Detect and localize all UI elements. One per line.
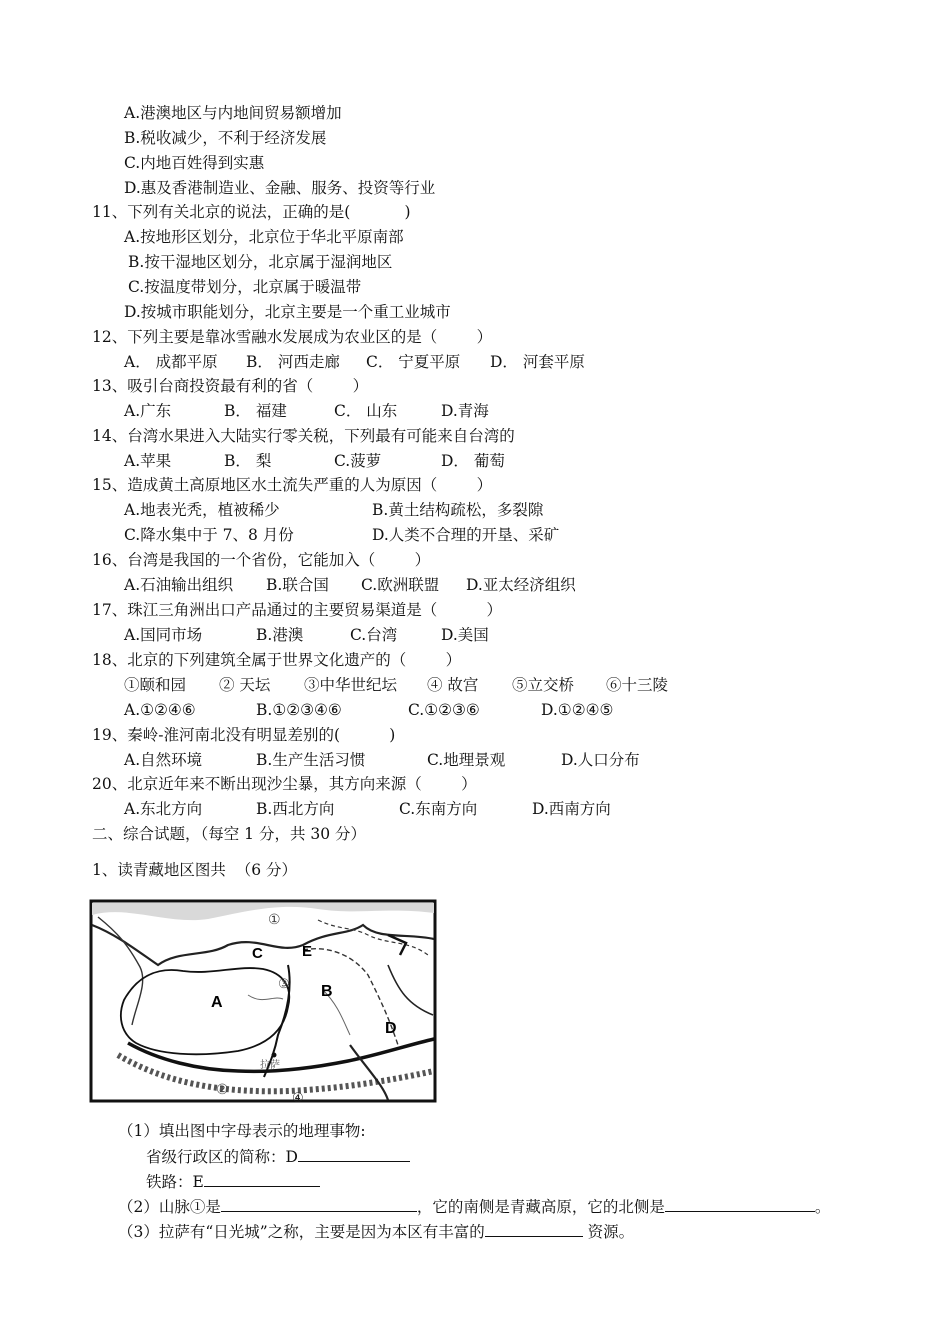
q11-option-d: D.按城市职能划分，北京主要是一个重工业城市 [124, 303, 451, 321]
sub-question-2 [118, 1196, 830, 1217]
q17-option-c: C.台湾 [350, 626, 398, 644]
q12-stem: 12、下列主要是靠冰雪融水发展成为农业区的是（ ） [92, 328, 493, 346]
sub-question-1-line-2 [146, 1171, 320, 1192]
q11-option-c: C.按温度带划分，北京属于暖温带 [128, 278, 362, 296]
q12-option-d: D． 河套平原 [490, 353, 585, 371]
q14-option-a: A.苹果 [124, 452, 172, 470]
sub-question-3 [118, 1221, 634, 1242]
railway-prompt: 铁路：E [146, 1173, 204, 1191]
sub-question-2-text: （2）山脉①是 [118, 1198, 221, 1216]
sub-question-1-line-1 [146, 1146, 410, 1167]
q18-option-d: D.①②④⑤ [541, 701, 614, 719]
q14-option-c: C.菠萝 [334, 452, 382, 470]
q18-stem: 18、北京的下列建筑全属于世界文化遗产的（ ） [92, 651, 462, 669]
q18-item: ③中华世纪坛 [304, 676, 398, 694]
q10-option-b: B.税收减少，不利于经济发展 [124, 129, 327, 147]
sub-question-3-text: （3）拉萨有“日光城”之称，主要是因为本区有丰富的 [118, 1223, 485, 1241]
q13-option-d: D.青海 [441, 402, 489, 420]
sub-question-3-text: 资源。 [582, 1223, 635, 1241]
map-label-a: A [211, 994, 223, 1011]
q16-option-a: A.石油输出组织 [124, 576, 234, 594]
map-label-mountain-2: ② [216, 1082, 229, 1098]
q20-option-c: C.东南方向 [399, 800, 478, 818]
q20-option-b: B.西北方向 [256, 800, 335, 818]
q17-option-b: B.港澳 [256, 626, 304, 644]
q17-stem: 17、珠江三角洲出口产品通过的主要贸易渠道是（ ） [92, 601, 502, 619]
q10-option-c: C.内地百姓得到实惠 [124, 154, 265, 172]
q14-option-d: D． 葡萄 [441, 452, 505, 470]
map-label-mountain-3: ③ [278, 977, 290, 992]
qinghai-tibet-map [88, 895, 440, 1105]
q19-option-a: A.自然环境 [124, 751, 203, 769]
q16-option-b: B.联合国 [266, 576, 329, 594]
q15-stem: 15、造成黄土高原地区水土流失严重的人为原因（ ） [92, 476, 493, 494]
q19-stem: 19、秦岭-淮河南北没有明显差别的( ) [92, 726, 396, 744]
q12-option-c: C． 宁夏平原 [366, 353, 461, 371]
map-label-mountain-1: ① [268, 912, 281, 928]
question-title: 1、读青藏地区图共 （6 分） [92, 861, 298, 879]
q11-option-a: A.按地形区划分，北京位于华北平原南部 [124, 228, 404, 246]
q17-option-a: A.国同市场 [124, 626, 203, 644]
map-label-lhasa: 拉萨 [260, 1060, 280, 1071]
q14-stem: 14、台湾水果进入大陆实行零关税，下列最有可能来自台湾的 [92, 427, 515, 445]
q19-option-d: D.人口分布 [561, 751, 640, 769]
q20-option-a: A.东北方向 [124, 800, 203, 818]
q16-option-c: C.欧洲联盟 [361, 576, 440, 594]
q19-option-b: B.生产生活习惯 [256, 751, 366, 769]
q11-stem: 11、下列有关北京的说法，正确的是( ) [92, 203, 411, 221]
map-label-b: B [321, 983, 333, 1000]
sub-question-2-text: ，它的南侧是青藏高原，它的北侧是 [416, 1198, 665, 1216]
map-label-d: D [385, 1020, 397, 1037]
q11-option-b: B.按干湿地区划分，北京属于湿润地区 [128, 253, 393, 271]
q12-option-a: A． 成都平原 [124, 353, 218, 371]
sub-question-2-text: 。 [814, 1198, 831, 1216]
q15-option-a: A.地表光秃，植被稀少 [124, 501, 280, 519]
answer-blank[interactable] [221, 1196, 417, 1212]
q16-stem: 16、台湾是我国的一个省份，它能加入（ ） [92, 551, 431, 569]
q10-option-d: D.惠及香港制造业、金融、服务、投资等行业 [124, 179, 436, 197]
q12-option-b: B． 河西走廊 [246, 353, 340, 371]
answer-blank[interactable] [298, 1146, 410, 1162]
q18-option-a: A.①②④⑥ [124, 701, 196, 719]
q16-option-d: D.亚太经济组织 [466, 576, 576, 594]
q18-option-c: C.①②③⑥ [408, 701, 480, 719]
q10-option-a: A.港澳地区与内地间贸易额增加 [124, 104, 342, 122]
q14-option-b: B． 梨 [224, 452, 272, 470]
q18-item: ⑤立交桥 [512, 676, 575, 694]
answer-blank[interactable] [204, 1171, 320, 1187]
q15-option-c: C.降水集中于 7、8 月份 [124, 526, 294, 544]
q18-item: ⑥十三陵 [606, 676, 669, 694]
q15-option-b: B.黄土结构疏松，多裂隙 [372, 501, 544, 519]
section-title: 二、综合试题，（每空 1 分，共 30 分） [92, 825, 367, 843]
q15-option-d: D.人类不合理的开垦、采矿 [372, 526, 560, 544]
q17-option-d: D.美国 [441, 626, 489, 644]
answer-blank[interactable] [485, 1221, 583, 1237]
q13-stem: 13、吸引台商投资最有利的省（ ） [92, 377, 369, 395]
q18-option-b: B.①②③④⑥ [256, 701, 342, 719]
q18-item: ①颐和园 [124, 676, 187, 694]
q20-stem: 20、北京近年来不断出现沙尘暴，其方向来源（ ） [92, 775, 477, 793]
q13-option-b: B． 福建 [224, 402, 287, 420]
q13-option-c: C． 山东 [334, 402, 398, 420]
map-label-mountain-4: ④ [292, 1091, 304, 1105]
q18-item: ② 天坛 [219, 676, 271, 694]
answer-blank[interactable] [665, 1196, 815, 1212]
map-label-e: E [302, 943, 313, 960]
map-label-c: C [252, 945, 263, 962]
sub-question-1: （1）填出图中字母表示的地理事物: [118, 1122, 366, 1140]
q18-item: ④ 故宫 [427, 676, 479, 694]
q13-option-a: A.广东 [124, 402, 172, 420]
q20-option-d: D.西南方向 [532, 800, 611, 818]
province-prompt: 省级行政区的简称：D [146, 1148, 298, 1166]
q19-option-c: C.地理景观 [427, 751, 506, 769]
